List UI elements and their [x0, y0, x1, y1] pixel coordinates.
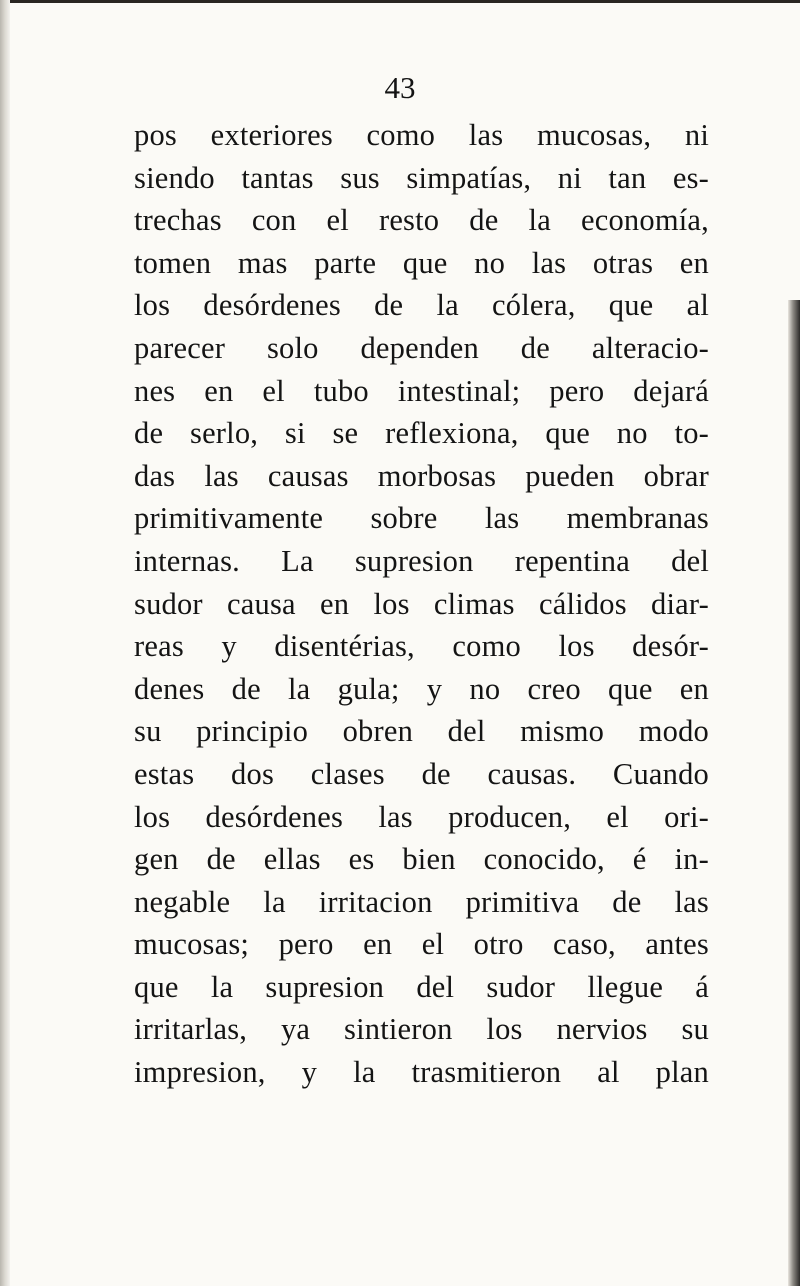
body-text [134, 114, 724, 1094]
text-line: los desórdenes las producen, el ori- [134, 799, 709, 834]
text-line: de serlo, si se reflexiona, que no to- [134, 416, 709, 451]
page-left-edge [0, 0, 10, 1286]
text-line: su principio obren del mismo modo [134, 714, 709, 749]
text-line: mucosas; pero en el otro caso, antes [134, 927, 709, 962]
text-line: tomen mas parte que no las otras en [134, 245, 709, 280]
text-line: impresion, y la trasmitieron al plan [134, 1055, 709, 1090]
text-line: primitivamente sobre las membranas [134, 501, 709, 536]
text-line: internas. La supresion repentina del [134, 543, 709, 578]
page-number: 43 [384, 70, 416, 105]
text-line: los desórdenes de la cólera, que al [134, 288, 709, 323]
text-line: estas dos clases de causas. Cuando [134, 756, 709, 791]
text-line: parecer solo dependen de alteracio- [134, 330, 709, 365]
text-line: pos exteriores como las mucosas, ni [134, 118, 709, 152]
text-line: sudor causa en los climas cálidos diar- [134, 586, 709, 621]
page-top-edge [0, 0, 800, 3]
text-line: das las causas morbosas pueden obrar [134, 458, 709, 493]
text-line: nes en el tubo intestinal; pero dejará [134, 373, 709, 408]
page-right-edge [788, 300, 800, 1286]
text-line: que la supresion del sudor llegue á [134, 969, 709, 1004]
text-line: reas y disentérias, como los desór- [134, 629, 709, 664]
text-line: irritarlas, ya sintieron los nervios su [134, 1012, 709, 1047]
text-line: gen de ellas es bien conocido, é in- [134, 842, 709, 877]
text-line: siendo tantas sus simpatías, ni tan es- [134, 160, 709, 195]
text-line: denes de la gula; y no creo que en [134, 671, 709, 706]
text-line: negable la irritacion primitiva de las [134, 884, 709, 919]
text-line: trechas con el resto de la economía, [134, 203, 709, 238]
